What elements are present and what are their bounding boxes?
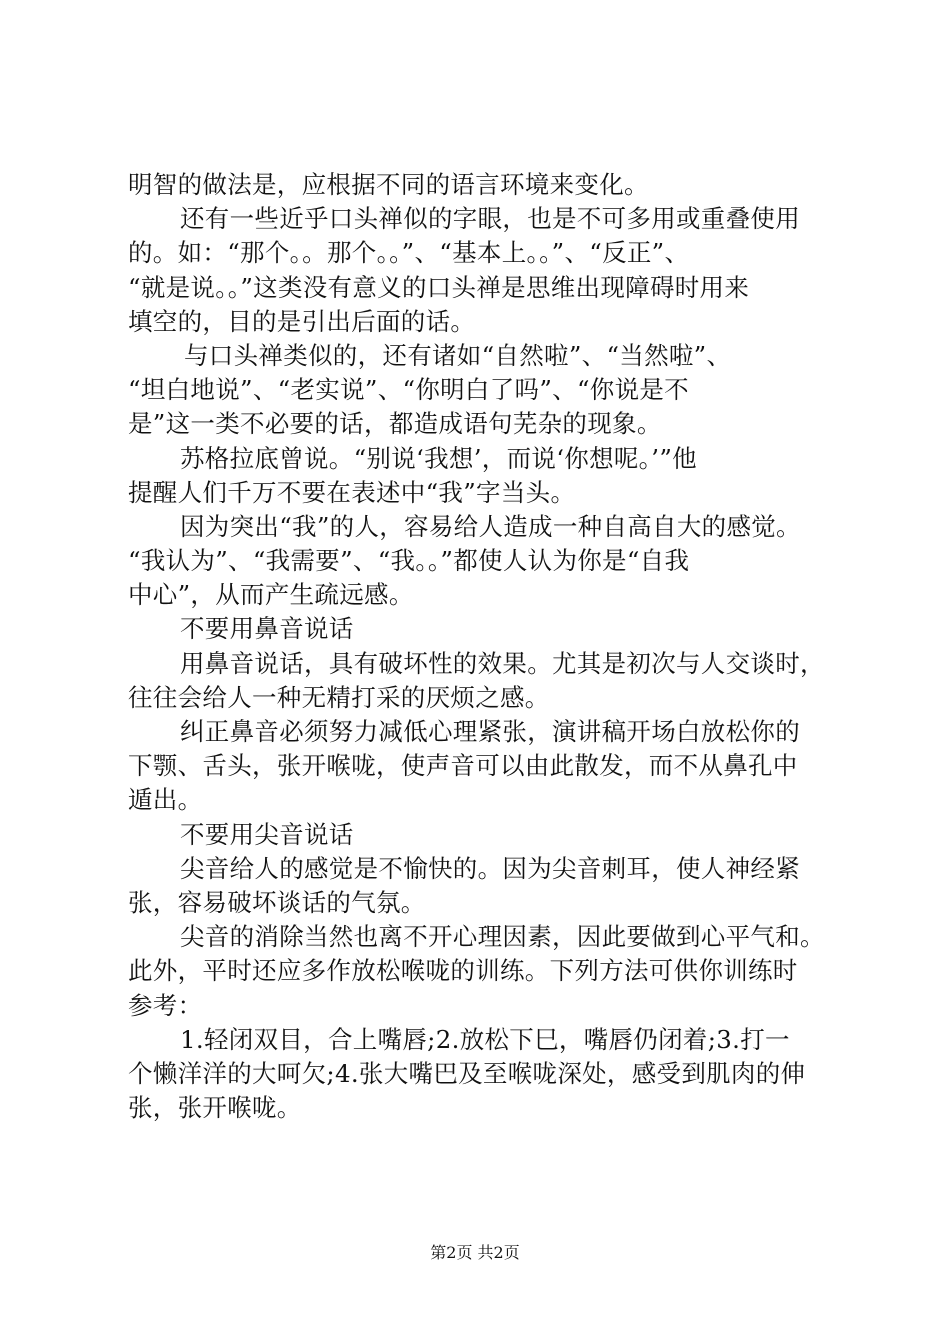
text-line: 个懒洋洋的大呵欠;4.张大嘴巴及至喉咙深处，感受到肌肉的伸: [128, 1058, 806, 1088]
text-line: 下颚、舌头，张开喉咙，使声音可以由此散发，而不从鼻孔中: [128, 751, 798, 781]
text-line: 的。如：“那个。。那个。。”、“基本上。。”、“反正”、: [128, 238, 690, 268]
text-line: 参考：: [128, 990, 203, 1020]
text-line: 用鼻音说话，具有破坏性的效果。尤其是初次与人交谈时，: [180, 648, 825, 678]
text-line: 与口头禅类似的，还有诸如“自然啦”、“当然啦”、: [184, 340, 732, 370]
text-line: 中心”，从而产生疏远感。: [128, 580, 414, 610]
page-number-footer: 第2页 共2页: [430, 1243, 520, 1262]
text-line: 此外，平时还应多作放松喉咙的训练。下列方法可供你训练时: [128, 956, 798, 986]
text-line: 填空的，目的是引出后面的话。: [128, 306, 476, 336]
text-line: 张，容易破坏谈话的气氛。: [128, 887, 426, 917]
text-line: 纠正鼻音必须努力减低心理紧张，演讲稿开场白放松你的: [180, 717, 800, 746]
text-line: 不要用尖音说话: [180, 819, 354, 849]
text-line: 张，张开喉咙。: [128, 1093, 302, 1123]
text-line: 尖音的消除当然也离不开心理因素，因此要做到心平气和。: [180, 922, 825, 952]
text-line: 遁出。: [128, 785, 203, 815]
text-line: 是”这一类不必要的话，都造成语句芜杂的现象。: [128, 409, 662, 439]
text-line: “坦白地说”、“老实说”、“你明白了吗”、“你说是不: [128, 375, 689, 405]
document-body: [128, 168, 836, 1125]
text-line: 提醒人们千万不要在表述中“我”字当头。: [128, 477, 576, 507]
text-line: 因为突出“我”的人，容易给人造成一种自高自大的感觉。: [180, 511, 801, 541]
text-line: “我认为”、“我需要”、“我。。”都使人认为你是“自我: [128, 546, 690, 576]
text-line: 还有一些近乎口头禅似的字眼，也是不可多用或重叠使用: [180, 204, 800, 234]
text-line: 不要用鼻音说话: [180, 614, 354, 644]
text-line: “就是说。。”这类没有意义的口头禅是思维出现障碍时用来: [128, 272, 750, 302]
text-line: 往往会给人一种无精打采的厌烦之感。: [128, 682, 550, 712]
text-line: 尖音给人的感觉是不愉快的。因为尖音刺耳，使人神经紧: [180, 853, 800, 883]
text-line: 明智的做法是，应根据不同的语言环境来变化。: [128, 170, 649, 199]
text-line: 苏格拉底曾说。“别说‘我想’，而说‘你想呢。’”他: [180, 443, 697, 473]
text-line: 1.轻闭双目，合上嘴唇;2.放松下巳，嘴唇仍闭着;3.打一: [180, 1024, 790, 1054]
